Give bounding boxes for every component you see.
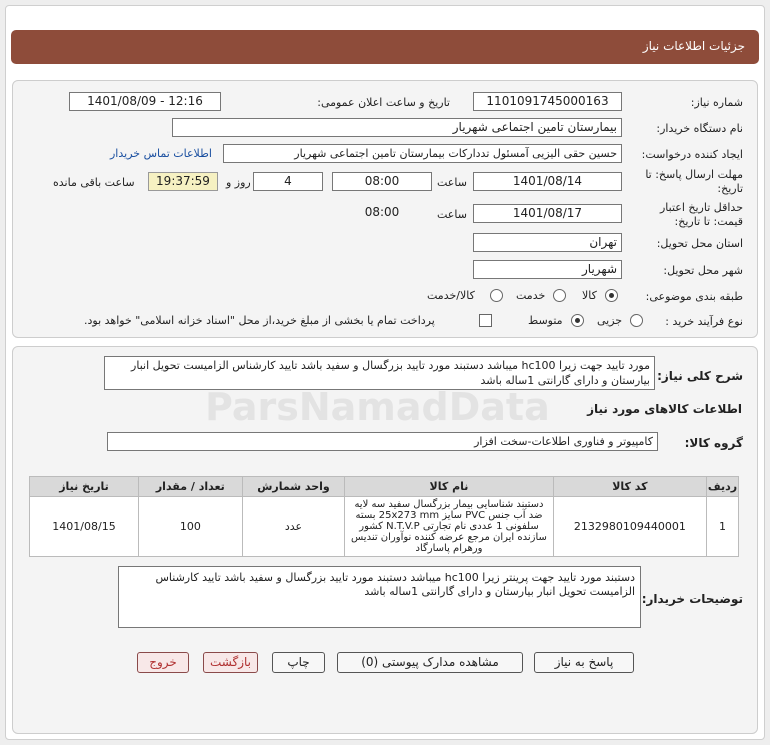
validity-time-label: ساعت [437, 208, 467, 221]
col-date: تاریخ نیاز [30, 477, 139, 497]
validity-time-field: 08:00 [364, 205, 400, 219]
back-button[interactable]: بازگشت [203, 652, 258, 673]
category-label: طبقه بندی موضوعی: [645, 290, 743, 303]
announce-date-field: 1401/08/09 - 12:16 [69, 92, 221, 111]
process-radio-minor[interactable] [630, 314, 643, 327]
goods-section-title: اطلاعات کالاهای مورد نیاز [587, 402, 742, 416]
creator-label: ایجاد کننده درخواست: [641, 148, 743, 161]
goods-group-field: کامپیوتر و فناوری اطلاعات-سخت افزار [107, 432, 658, 451]
buyer-contact-link[interactable]: اطلاعات تماس خریدار [110, 147, 212, 160]
validity-label-1: حداقل تاریخ اعتبار [659, 201, 743, 214]
city-field: شهریار [473, 260, 622, 279]
announce-date-label: تاریخ و ساعت اعلان عمومی: [317, 96, 450, 109]
page-title: جزئیات اطلاعات نیاز [642, 39, 745, 53]
validity-label-2: قیمت: تا تاریخ: [674, 215, 743, 228]
days-label: روز و [226, 176, 251, 189]
goods-table [29, 476, 739, 557]
process-label: نوع فرآیند خرید : [665, 315, 743, 328]
validity-date-field: 1401/08/17 [473, 204, 622, 223]
deadline-label-2: تاریخ: [717, 182, 743, 195]
province-field: تهران [473, 233, 622, 252]
deadline-time-label: ساعت [437, 176, 467, 189]
print-button[interactable]: چاپ [272, 652, 325, 673]
row-date: 1401/08/15 [30, 497, 139, 557]
category-radio-goods[interactable] [605, 289, 618, 302]
col-qty: تعداد / مقدار [139, 477, 243, 497]
col-index: ردیف [707, 477, 739, 497]
deadline-label-1: مهلت ارسال پاسخ: تا [645, 168, 743, 181]
deadline-date-field: 1401/08/14 [473, 172, 622, 191]
category-option-goods-service: کالا/خدمت [427, 289, 475, 302]
category-option-service: خدمت [516, 289, 546, 302]
deadline-time-field: 08:00 [332, 172, 432, 191]
goods-table-header [30, 477, 739, 497]
row-index: 1 [707, 497, 739, 557]
process-radio-medium[interactable] [571, 314, 584, 327]
category-option-goods: کالا [582, 289, 597, 302]
province-label: استان محل تحویل: [656, 237, 743, 250]
summary-text: مورد تایید جهت زیرا hc100 میباشد دستبند مورد تایید بزرگسال و سفید باشد تایید کارشناس الزامیست تحویل انبار بیارستان و دارای گارانتی 1ساله باشد [104, 356, 655, 390]
col-name: نام کالا [345, 477, 553, 497]
buyer-org-field: بیمارستان تامین اجتماعی شهریار [172, 118, 622, 137]
remaining-label: ساعت باقی مانده [53, 176, 135, 189]
process-option-medium: متوسط [528, 314, 563, 327]
need-number-field: 1101091745000163 [473, 92, 622, 111]
view-attachments-button[interactable]: مشاهده مدارک پیوستی (0) [337, 652, 523, 673]
remaining-days-field: 4 [253, 172, 323, 191]
col-code: کد کالا [553, 477, 706, 497]
reply-button[interactable]: پاسخ به نیاز [534, 652, 634, 673]
goods-group-label: گروه کالا: [684, 436, 743, 450]
row-qty: 100 [139, 497, 243, 557]
payment-note: پرداخت تمام یا بخشی از مبلغ خرید،از محل "اسناد خزانه اسلامی" خواهد بود. [84, 314, 435, 327]
creator-field: حسین حقی الیزیی آمسئول تدداركات بیمارستان تامین اجتماعی شهریار [223, 144, 622, 163]
row-code: 2132980109440001 [553, 497, 706, 557]
buyer-notes-label: توضیحات خریدار: [641, 592, 743, 606]
countdown-timer: 19:37:59 [148, 172, 218, 191]
category-radio-goods-service[interactable] [490, 289, 503, 302]
table-row [30, 497, 739, 557]
buyer-notes-text: دستبند مورد تایید جهت پرینتر زیرا hc100 میباشد دستبند مورد تایید بزرگسال و سفید باشد تایید کارشناس الزامیست تحویل انبار بیارستان و دارای گارانتی 1ساله باشد [118, 566, 641, 628]
category-radio-service[interactable] [553, 289, 566, 302]
need-number-label: شماره نیاز: [690, 96, 743, 109]
row-name: دستبند شناسایی بیمار بزرگسال سفید سه لایه ضد آب جنس PVC سایز 25x273 mm بسته سلفونی 1 عددی نام تجارتی N.T.V.P کشور سازنده ایران مرجع عرضه کننده نوآوران تندیس ورهرام پاسارگاد [345, 497, 553, 557]
page-title-bar [11, 30, 759, 64]
exit-button[interactable]: خروج [137, 652, 189, 673]
buyer-org-label: نام دستگاه خریدار: [656, 122, 743, 135]
process-option-minor: جزیی [597, 314, 623, 327]
col-unit: واحد شمارش [242, 477, 345, 497]
row-unit: عدد [242, 497, 345, 557]
summary-label: شرح کلی نیاز: [657, 369, 743, 383]
treasury-checkbox[interactable] [479, 314, 492, 327]
city-label: شهر محل تحویل: [663, 264, 743, 277]
